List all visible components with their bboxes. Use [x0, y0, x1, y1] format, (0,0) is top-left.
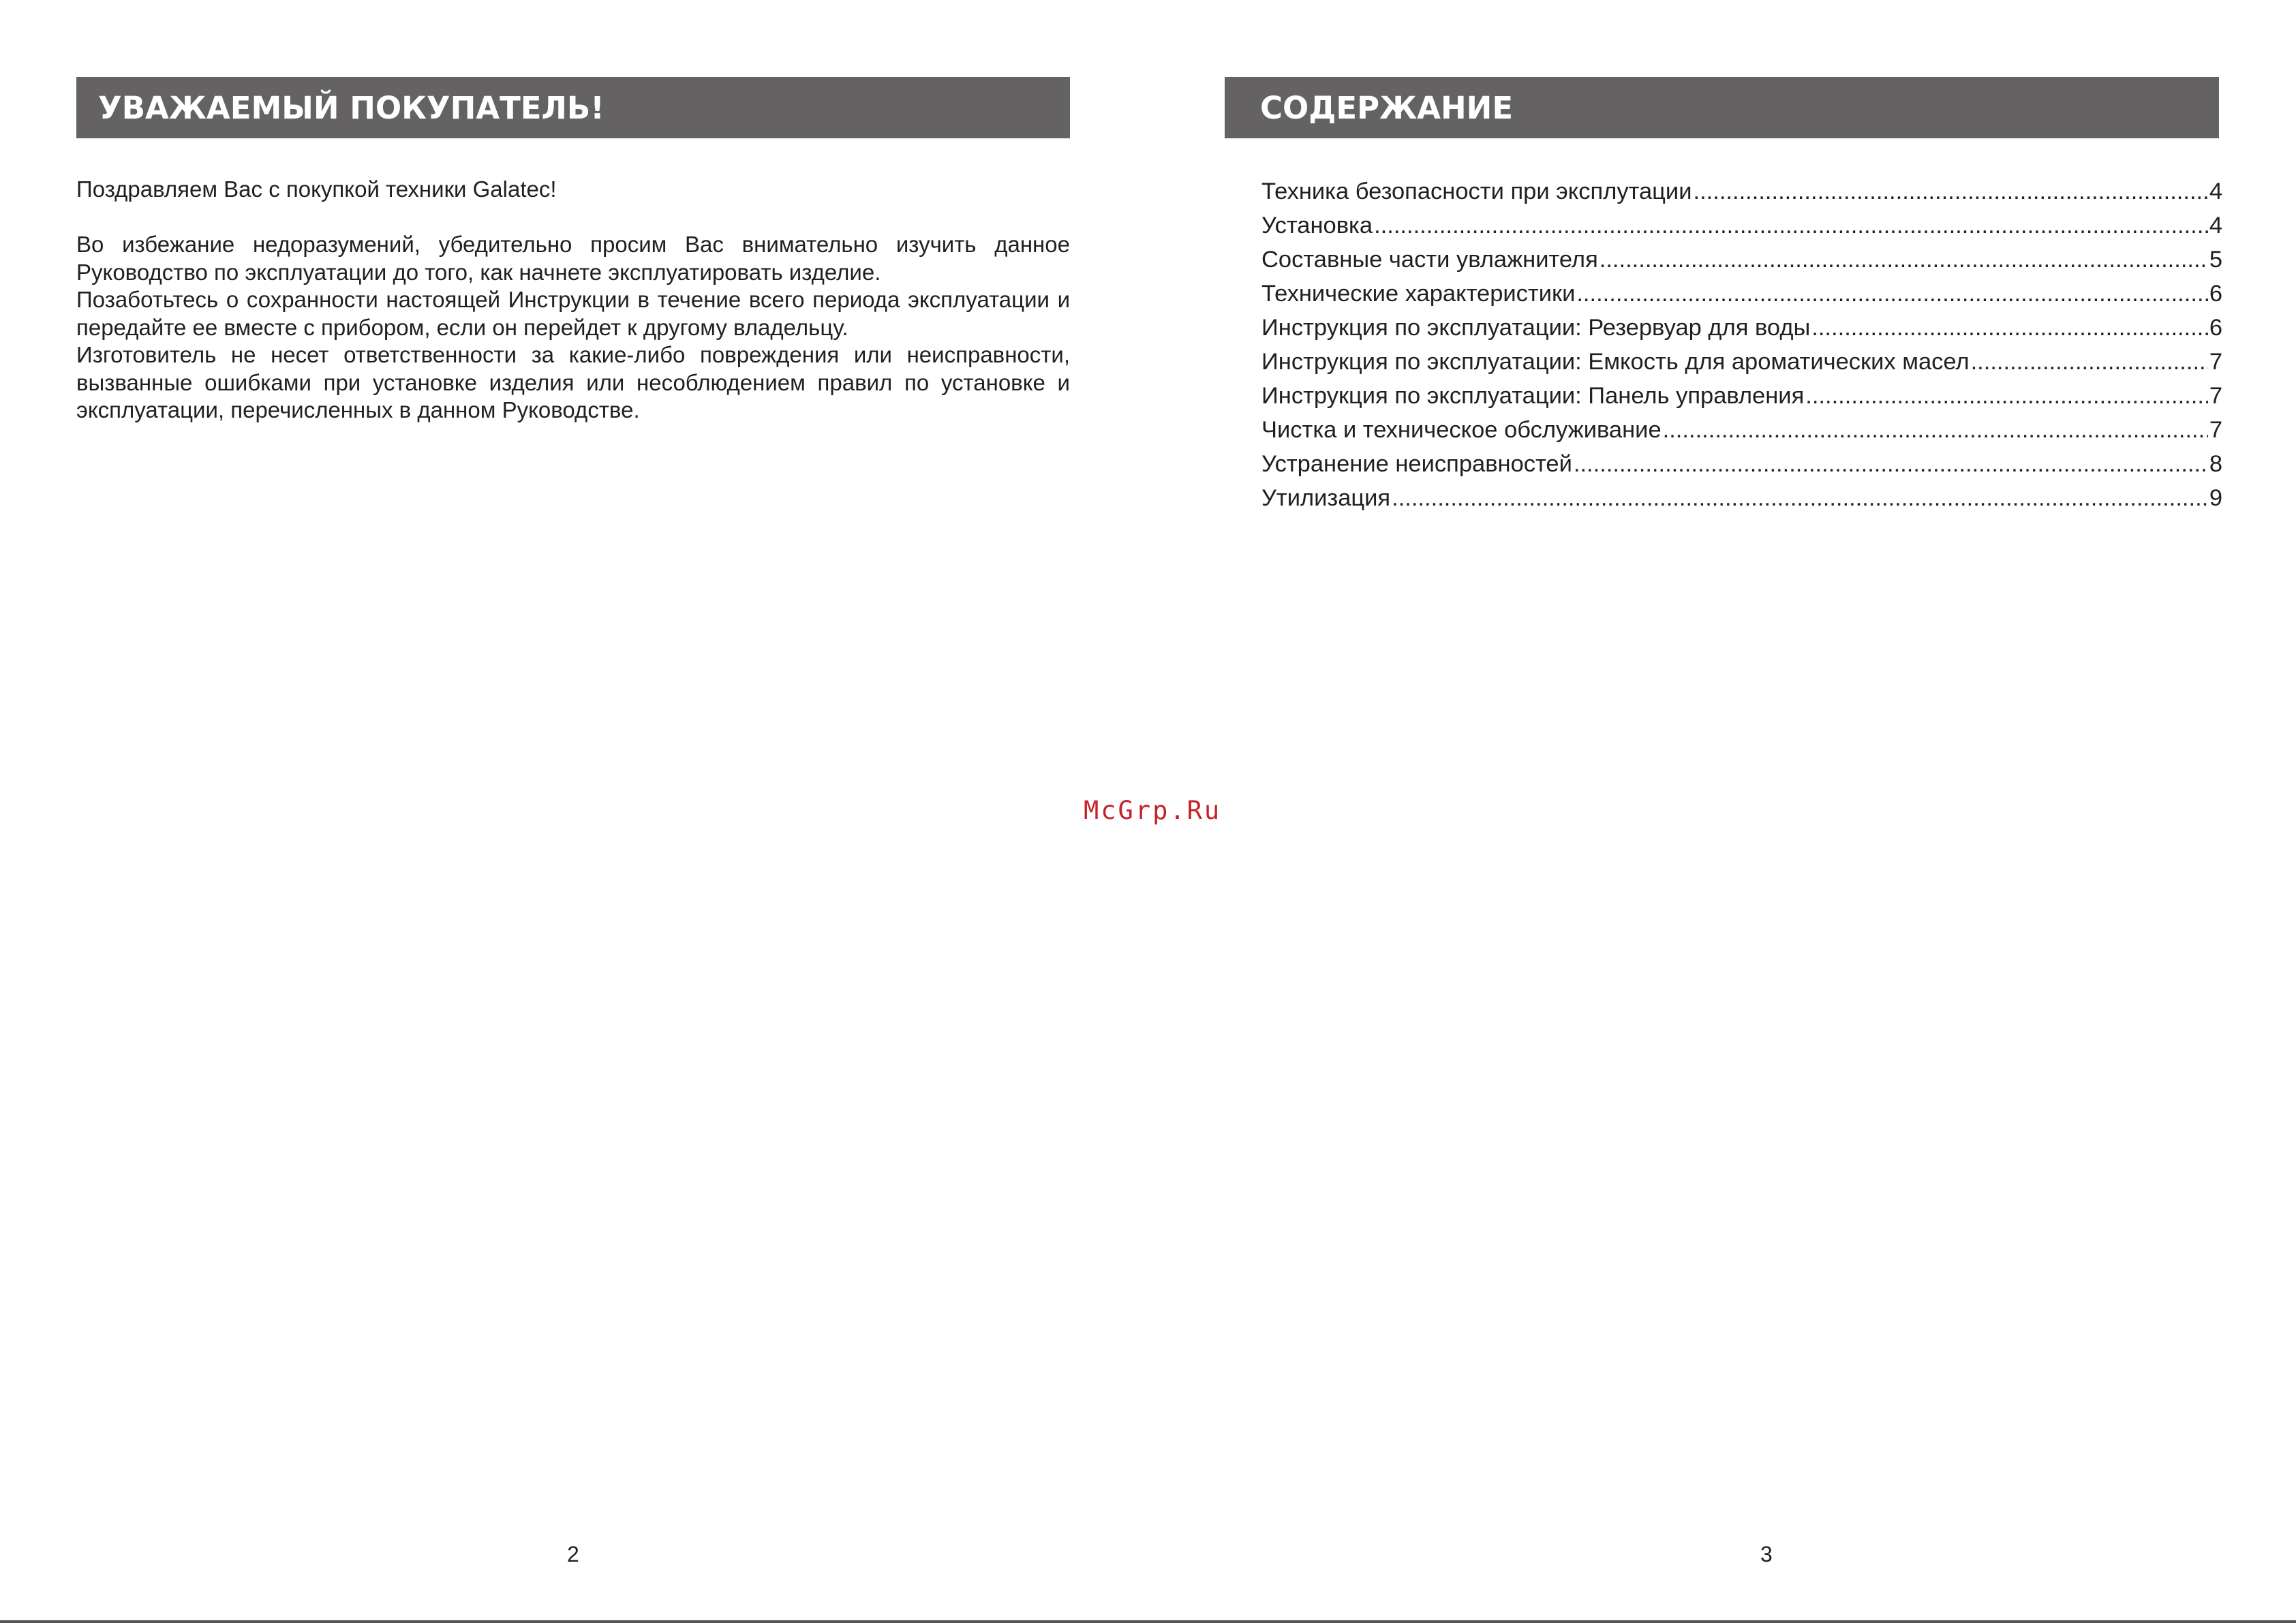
toc-leader-dots	[1805, 379, 2208, 413]
toc-item-title: Устранение неисправностей	[1261, 451, 1572, 477]
toc-item[interactable]	[1261, 379, 2222, 413]
toc-leader-dots	[1971, 345, 2208, 379]
toc-item-page: 5	[2209, 247, 2222, 273]
toc-item-title: Составные части увлажнителя	[1261, 247, 1598, 273]
paragraph: Во избежание недоразумений, убедительно просим Вас внимательно изучить данное Руководство по эксплуатации до того, как начнете эксплуатировать изделие.	[76, 232, 1070, 285]
toc-item[interactable]	[1261, 243, 2222, 277]
toc-item-page: 4	[2209, 179, 2222, 204]
toc-item[interactable]	[1261, 311, 2222, 345]
toc-item-title: Чистка и техническое обслуживание	[1261, 417, 1662, 443]
toc-item-page: 8	[2209, 451, 2222, 477]
toc-item[interactable]	[1261, 345, 2222, 379]
toc-item-page: 7	[2209, 417, 2222, 443]
toc-item[interactable]	[1261, 174, 2222, 208]
paragraph: Позаботьтесь о сохранности настоящей Инструкции в течение всего периода эксплуатации и передайте ее вместе с прибором, если он перейдет к другому владельцу.	[76, 287, 1070, 340]
greeting-text: Поздравляем Вас с покупкой техники Galatec!	[76, 176, 557, 202]
toc-item[interactable]	[1261, 481, 2222, 515]
toc-leader-dots	[1599, 243, 2208, 277]
toc-leader-dots	[1574, 447, 2208, 481]
toc-leader-dots	[1392, 481, 2208, 515]
toc-item-page: 9	[2209, 485, 2222, 511]
toc-item-title: Инструкция по эксплуатации: Емкость для ароматических масел	[1261, 349, 1970, 375]
toc-item[interactable]	[1261, 447, 2222, 481]
toc-item-page: 6	[2209, 315, 2222, 341]
toc-item-title: Технические характеристики	[1261, 281, 1576, 307]
page-number-left: 2	[567, 1542, 579, 1566]
toc-item-page: 7	[2209, 383, 2222, 409]
toc-item-title: Техника безопасности при эксплутации	[1261, 179, 1692, 204]
toc-item-page: 4	[2209, 213, 2222, 238]
toc-item-page: 6	[2209, 281, 2222, 307]
toc-leader-dots	[1576, 277, 2207, 311]
table-of-contents	[1261, 174, 2222, 515]
paragraph: Изготовитель не несет ответственности за какие-либо повреждения или неисправности, вызванные ошибками при установке изделия или несоблюдением правил по установке и эксплуатации, перечисленных в данном Руководстве.	[76, 342, 1070, 422]
toc-leader-dots	[1811, 311, 2208, 345]
toc-item-title: Утилизация	[1261, 485, 1391, 511]
bottom-divider	[0, 1620, 2296, 1623]
page-number-right: 3	[1760, 1542, 1773, 1566]
toc-item-title: Инструкция по эксплуатации: Панель управления	[1261, 383, 1805, 409]
toc-item[interactable]	[1261, 208, 2222, 243]
toc-leader-dots	[1374, 208, 2208, 243]
page-title-contents: СОДЕРЖАНИЕ	[1225, 77, 2219, 138]
watermark: McGrp.Ru	[1084, 796, 1222, 825]
toc-item[interactable]	[1261, 413, 2222, 447]
intro-paragraphs	[76, 231, 1070, 424]
toc-leader-dots	[1693, 174, 2207, 208]
page-title-dear-customer: УВАЖАЕМЫЙ ПОКУПАТЕЛЬ!	[76, 77, 1070, 138]
toc-item-page: 7	[2209, 349, 2222, 375]
toc-item[interactable]	[1261, 277, 2222, 311]
toc-item-title: Инструкция по эксплуатации: Резервуар для воды	[1261, 315, 1811, 341]
toc-item-title: Установка	[1261, 213, 1373, 238]
toc-leader-dots	[1663, 413, 2208, 447]
